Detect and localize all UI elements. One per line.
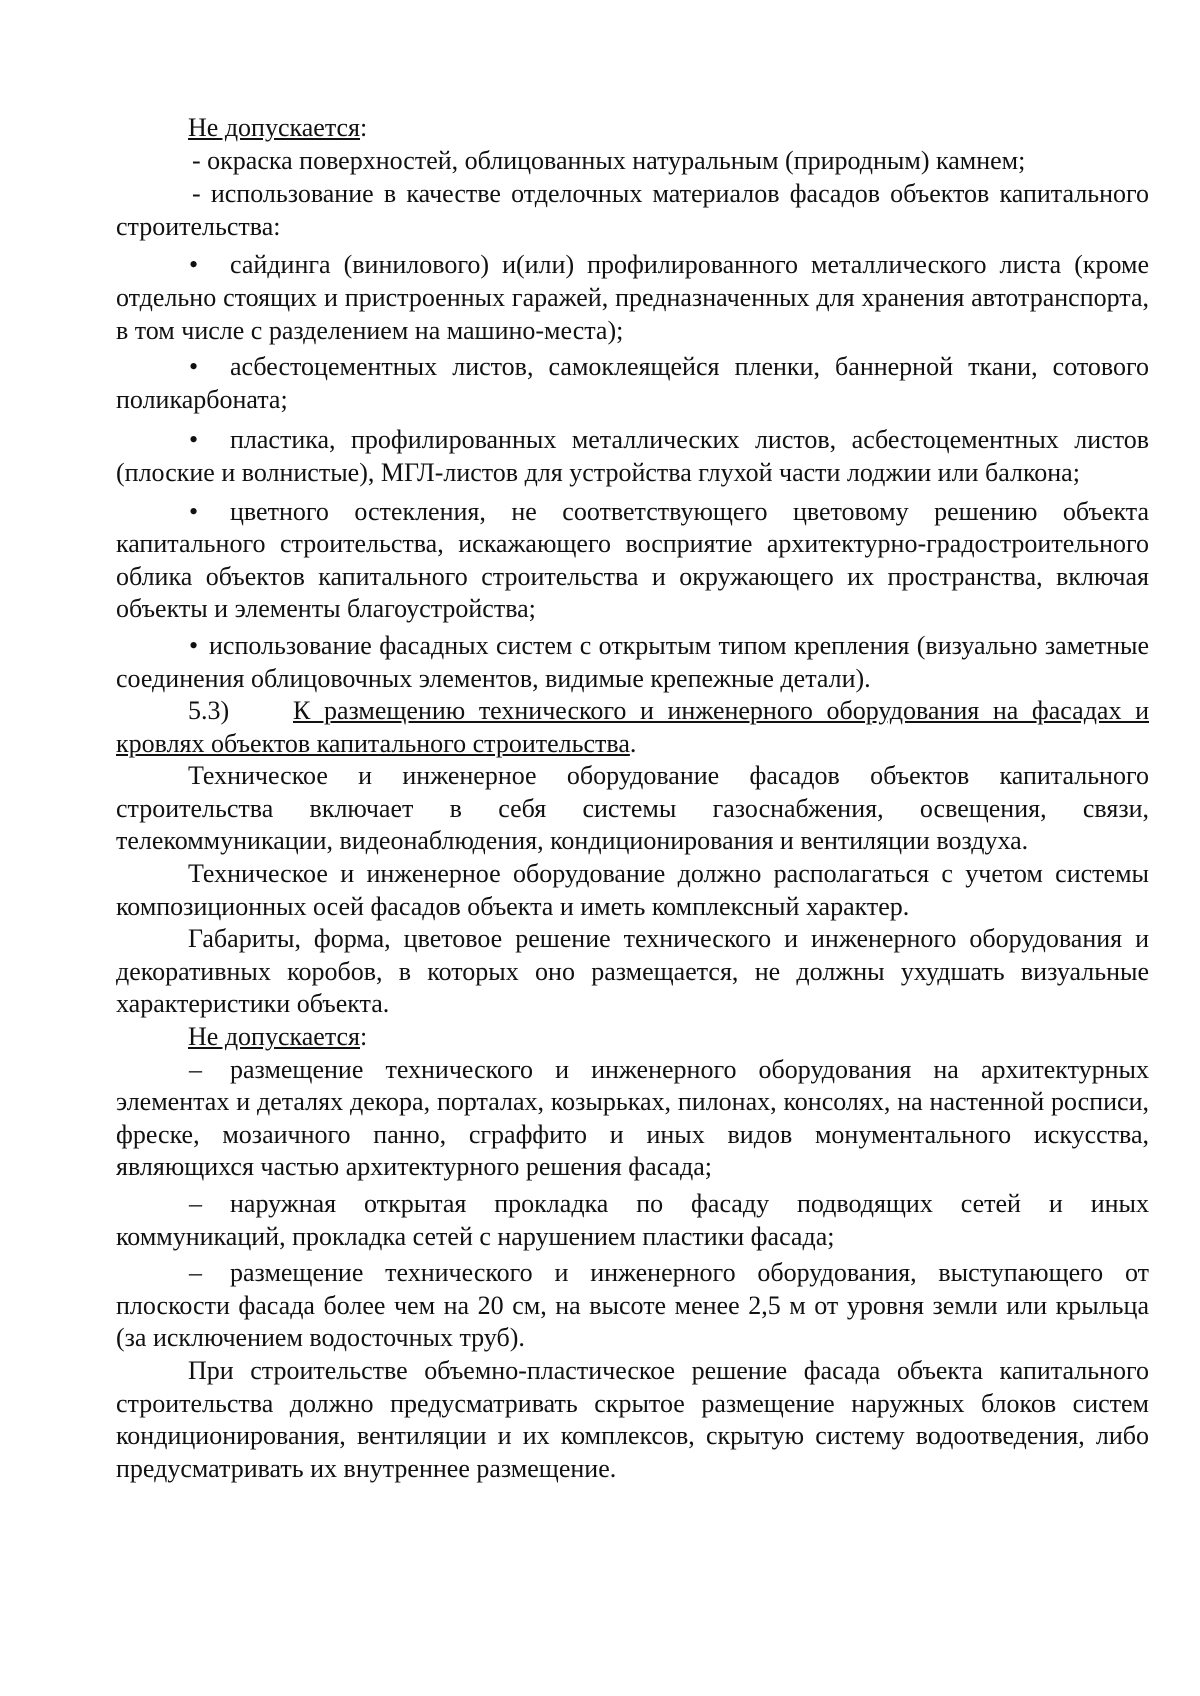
restriction-item-2	[116, 1188, 1149, 1253]
section-5-3	[116, 695, 1149, 760]
bullet-item-5-text: использование фасадных систем с открытым типом крепления (визуально заметные соединения облицовочных элементов, видимые крепежные детали).	[116, 630, 1149, 693]
bullet-icon: •	[189, 496, 199, 526]
section-title-end: .	[629, 728, 637, 758]
section-number: 5.3)	[188, 696, 230, 726]
restriction-item-1	[116, 1054, 1149, 1184]
bullet-item-1	[116, 249, 1149, 347]
bullet-item-5	[116, 630, 1149, 695]
restriction-item-3-text: размещение технического и инженерного оборудования, выступающего от плоскости фасада более чем на 20 см, на высоте менее 2,5 м от уровня земли или крыльца (за исключением водосточных труб).	[116, 1258, 1149, 1353]
bullet-item-1-text: сайдинга (винилового) и(или) профилированного металлического листа (кроме отдельно стоящих и пристроенных гаражей, предназначенных для хранения автотранспорта, в том числе с разделением на машино-места);	[116, 250, 1149, 345]
dash-icon: –	[189, 1189, 202, 1218]
dash-item-1	[116, 145, 1149, 178]
bullet-icon: •	[189, 425, 199, 455]
bullet-item-4-text: цветного остекления, не соответствующего цветовому решению объекта капитального строительства, искажающего восприятие архитектурно-градостроительного облика объектов капитального строительства и окружающего их пространства, включая объекты и элементы благоустройства;	[116, 496, 1149, 624]
bullet-icon: •	[189, 250, 199, 280]
document-body	[116, 112, 1149, 1485]
bullet-icon: •	[189, 352, 199, 382]
heading-not-allowed-1	[116, 112, 1149, 145]
bullet-item-4	[116, 496, 1149, 626]
heading-not-allowed-text: Не допускается	[188, 1022, 360, 1052]
bullet-item-3	[116, 424, 1149, 489]
restriction-item-1-text: размещение технического и инженерного оборудования на архитектурных элементах и деталях декора, порталах, козырьках, пилонах, консолях, на настенной росписи, фреске, мозаичного панно, сграффито и иных видов монументального искусства, являющихся частью архитектурного решения фасада;	[116, 1054, 1149, 1182]
dash-item-2-text: - использование в качестве отделочных материалов фасадов объектов капитального строительства:	[116, 179, 1149, 241]
heading-colon: :	[360, 1022, 368, 1052]
heading-not-allowed-2	[116, 1021, 1149, 1054]
heading-colon: :	[360, 113, 368, 142]
paragraph-equipment-placement: Техническое и инженерное оборудование должно располагаться с учетом системы композиционных осей фасадов объекта и иметь комплексный характер.	[116, 859, 1149, 921]
paragraph-equipment-dimensions: Габариты, форма, цветовое решение технического и инженерного оборудования и декоративных коробов, в которых оно размещается, не должны ухудшать визуальные характеристики объекта.	[116, 924, 1149, 1019]
restriction-item-2-text: наружная открытая прокладка по фасаду подводящих сетей и иных коммуникаций, прокладка сетей с нарушением пластики фасада;	[116, 1189, 1149, 1251]
bullet-item-3-text: пластика, профилированных металлических листов, асбестоцементных листов (плоские и волнистые), МГЛ-листов для устройства глухой части лоджии или балкона;	[116, 425, 1149, 487]
dash-icon: –	[189, 1258, 202, 1288]
heading-not-allowed-text: Не допускается	[188, 113, 360, 142]
restriction-item-3	[116, 1257, 1149, 1355]
section-title: К размещению технического и инженерного оборудования на фасадах и кровлях объектов капитального строительства	[116, 696, 1149, 758]
bullet-icon: •	[189, 630, 199, 660]
dash-item-1-text: - окраска поверхностей, облицованных натуральным (природным) камнем;	[192, 145, 1026, 175]
paragraph-equipment-systems: Техническое и инженерное оборудование фасадов объектов капитального строительства включает в себя системы газоснабжения, освещения, связи, телекоммуникации, видеонаблюдения, кондиционирования и вентиляции воздуха.	[116, 761, 1149, 856]
dash-item-2	[116, 178, 1149, 243]
paragraph-hidden-placement: При строительстве объемно-пластическое решение фасада объекта капитального строительства должно предусматривать скрытое размещение наружных блоков систем кондиционирования, вентиляции и их комплексов, скрытую систему водоотведения, либо предусматривать их внутреннее размещение.	[116, 1355, 1149, 1483]
bullet-item-2-text: асбестоцементных листов, самоклеящейся пленки, баннерной ткани, сотового поликарбоната;	[116, 352, 1149, 414]
bullet-item-2	[116, 351, 1149, 416]
dash-icon: –	[189, 1054, 202, 1084]
